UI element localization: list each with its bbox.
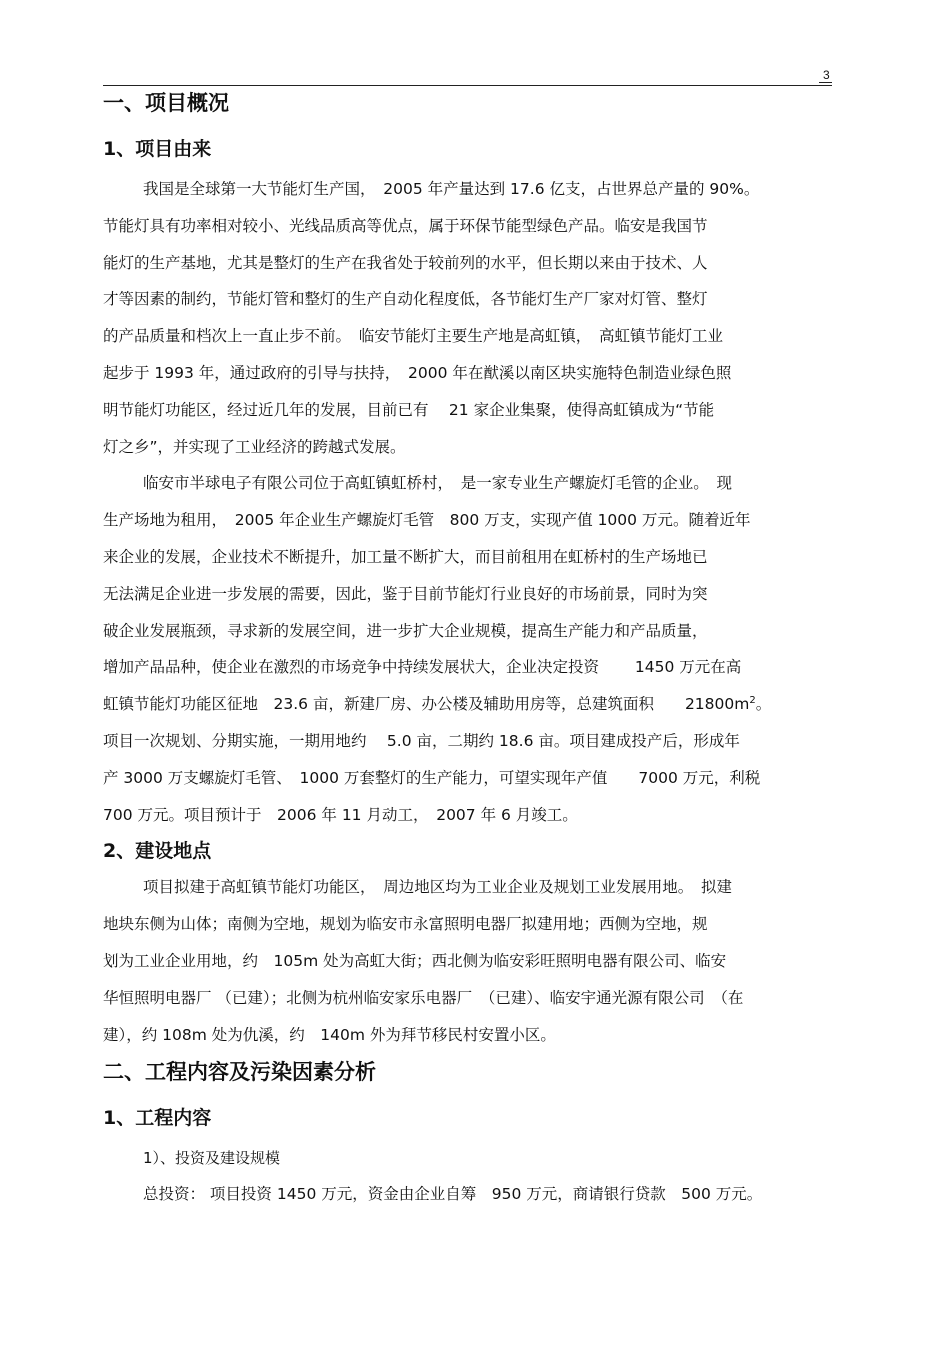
text-line: 产 3000 万支螺旋灯毛管、 1000 万套整灯的生产能力，可望实现年产值 7000 万元，利税 — [103, 768, 761, 787]
page-number: 3 — [823, 68, 830, 82]
text-line: 总投资： 项目投资 1450 万元，资金由企业自筹 950 万元，商请银行贷款 500 万元。 — [143, 1185, 763, 1204]
text-line: 明节能灯功能区，经过近几年的发展，目前已有 21 家企业集聚，使得高虹镇成为“节能 — [103, 400, 715, 419]
text-line: 生产场地为租用， 2005 年企业生产螺旋灯毛管 800 万支，实现产值 1000 万元。随着近年 — [103, 511, 751, 530]
section-heading-1: 一、项目概况 — [103, 91, 229, 115]
area-text: 虹镇节能灯功能区征地 23.6 亩，新建厂房、办公楼及辅助用房等，总建筑面积 21800m — [103, 695, 750, 714]
text-line: 项目一次规划、分期实施，一期用地约 5.0 亩，二期约 18.6 亩。项目建成投产后，形成年 — [103, 731, 740, 750]
text-line: 起步于 1993 年，通过政府的引导与扶持， 2000 年在猷溪以南区块实施特色制造业绿色照 — [103, 363, 732, 382]
text-line: 我国是全球第一大节能灯生产国， 2005 年产量达到 17.6 亿支，占世界总产量的 90%。 — [143, 180, 760, 198]
text-line: 划为工业企业用地，约 105m 处为高虹大街；西北侧为临安彩旺照明电器有限公司、临安 — [103, 951, 727, 970]
text-line: 地块东侧为山体；南侧为空地，规划为临安市永富照明电器厂拟建用地；西侧为空地，规 — [103, 915, 708, 934]
text-line: 项目拟建于高虹镇节能灯功能区， 周边地区均为工业企业及规划工业发展用地。 拟建 — [143, 878, 733, 897]
text-line: 华恒照明电器厂 （已建）；北侧为杭州临安家乐电器厂 （已建）、临安宇通光源有限公司 （在 — [103, 988, 744, 1007]
paragraph-investment — [103, 1176, 848, 1213]
text-line: 破企业发展瓶颈，寻求新的发展空间，进一步扩大企业规模，提高生产能力和产品质量， — [103, 621, 708, 640]
paragraph-origin-1 — [103, 171, 848, 465]
area-suffix: 。 — [755, 695, 772, 714]
text-line: 能灯的生产基地，尤其是整灯的生产在我省处于较前列的水平，但长期以来由于技术、人 — [103, 253, 708, 272]
document-body — [103, 88, 848, 1213]
text-line: 临安市半球电子有限公司位于高虹镇虹桥村， 是一家专业生产螺旋灯毛管的企业。 现 — [143, 474, 733, 493]
text-line: 建），约 108m 处为仇溪，约 140m 外为拜节移民村安置小区。 — [103, 1025, 556, 1044]
text-line: 的产品质量和档次上一直止步不前。 临安节能灯主要生产地是高虹镇， 高虹镇节能灯工业 — [103, 327, 724, 346]
header-rule — [103, 85, 832, 86]
text-line: 来企业的发展，企业技术不断提升，加工量不断扩大，而目前租用在虹桥村的生产场地已 — [103, 547, 708, 566]
text-line: 700 万元。项目预计于 2006 年 11 月动工， 2007 年 6 月竣工。 — [103, 805, 578, 824]
section-heading-2: 二、工程内容及污染因素分析 — [103, 1060, 376, 1085]
subsection-heading-1-1: 1、项目由来 — [103, 138, 212, 160]
paragraph-location — [103, 869, 848, 1053]
text-line: 才等因素的制约，节能灯管和整灯的生产自动化程度低，各节能灯生产厂家对灯管、整灯 — [103, 290, 708, 309]
text-line: 增加产品品种，使企业在激烈的市场竞争中持续发展状大，企业决定投资 1450 万元在高 — [103, 658, 742, 677]
area-superscript: 2 — [749, 695, 756, 706]
text-line: 无法满足企业进一步发展的需要，因此，鉴于目前节能灯行业良好的市场前景，同时为突 — [103, 584, 708, 603]
paragraph-origin-2 — [103, 465, 848, 833]
subsection-heading-2-1: 1、工程内容 — [103, 1107, 212, 1130]
subsection-heading-1-2: 2、建设地点 — [103, 840, 212, 863]
item-heading-investment: 1）、投资及建设规模 — [143, 1149, 281, 1168]
text-line: 节能灯具有功率相对较小、光线品质高等优点，属于环保节能型绿色产品。临安是我国节 — [103, 216, 708, 235]
text-line-area — [103, 686, 848, 723]
text-line: 灯之乡”，并实现了工业经济的跨越式发展。 — [103, 437, 406, 456]
